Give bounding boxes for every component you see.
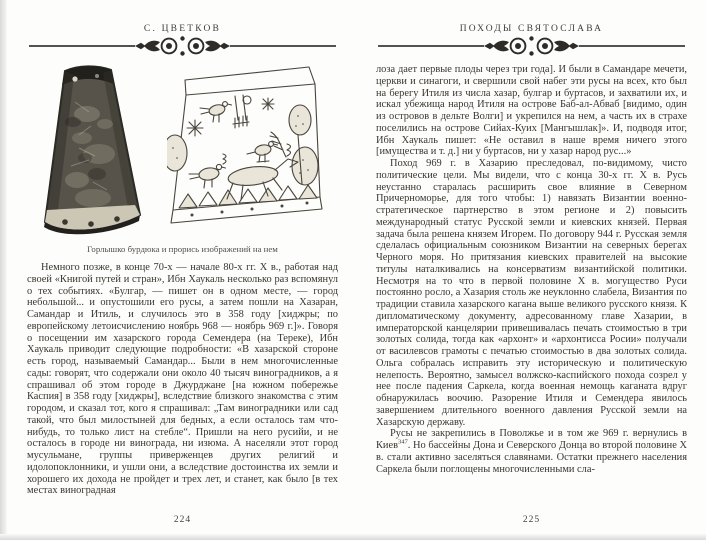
header-ornament-left bbox=[27, 35, 338, 57]
page-number-left: 224 bbox=[173, 515, 192, 525]
figure-caption: Горлышко бурдюка и прорись изображений на нем bbox=[87, 244, 278, 254]
book-spread bbox=[8, 0, 706, 540]
header-ornament-right bbox=[376, 35, 687, 57]
paragraph-text-before-footnote: Русы не закрепились в Поволжье и в том же 969 г. вернулись в Киев bbox=[376, 428, 687, 451]
footnote-marker: 347 bbox=[398, 438, 408, 446]
bottleneck-drawing-figure bbox=[167, 58, 331, 238]
right-running-head: ПОХОДЫ СВЯТОСЛАВА bbox=[459, 24, 604, 34]
scan-edge-left bbox=[0, 0, 7, 540]
body-paragraph: лоза дает первые плоды через три года]. И были в Самандаре мечети, церкви и синагоги, и свершили свой набег эти русы на всех, кто был на берегу Итиля из числа хазар, булгар и буртасов, и захватили их, и искал убежища народ Итиля на острове Баб-ал-Абваб [видимо, один из островов в дельте Волги] и укрепился на нем, а часть их в страхе поселились на острове Сийах-Куих [Мангышлак]». И, подводя итог, Ибн Хаукаль пишет: «Не оставил в наше время ничего этого [имущества и т. д.] ни у буртасов, ни у хазар народ рус...» bbox=[376, 64, 687, 158]
right-page bbox=[357, 0, 706, 540]
page-number-right: 225 bbox=[522, 515, 541, 525]
ornament-band-icon bbox=[27, 35, 338, 57]
body-paragraph: Немного позже, в конце 70-х — начале 80-х гг. X в., работая над своей «Книгой путей и стран», Ибн Хаукаль несколько раз вспомянул о тех событиях. «Булгар, — пишет он в одном месте, — город небольшой... и опустошили его русы, а затем пошли на Хазаран, Самандар и Итиль, и случилось это в 358 году [хиджры; по европейскому летоисчислению ноябрь 968 — ноябрь 969 г.]». Говоря о посещении им хазарского города Семендера (на Тереке), Ибн Хаукаль приводит следующие подробности: «В хазарской стороне есть город, называемый Самандар... Были в нем многочисленные сады: говорят, что содержали они около 40 тысяч виноградников, а я спрашивал об этом городе в Джурджане [на южном побережье Каспия] в 358 году [хиджры], вследствие близкого знакомства с этим городом, и сказал тот, кого я спрашивал: „Там виноградники или сад такой, что был милостыней для бедных, а если осталось там что-нибудь, то только лист на стебле“. Пришли на него русийи, и не осталось в городе ни винограда, ни изюма. А населяли этот город мусульмане, группы приверженцев других религий и идолопоклонники, и ушли они, а вследствие достоинства их земли и хорошего их дохода не пройдет и трех лет, и станет, как было [в тех местах виноградная bbox=[27, 262, 338, 497]
body-paragraph bbox=[376, 428, 687, 475]
paragraph-text-after-footnote: . Но бассейны Дона и Северского Донца во второй половине X в. стали активно заселяться славянами. Остатки прежнего населения Саркела были поглощены многочисленными сла- bbox=[376, 440, 687, 475]
left-page bbox=[8, 0, 357, 540]
left-running-head: С. ЦВЕТКОВ bbox=[143, 24, 222, 34]
ornament-band-icon bbox=[376, 35, 687, 57]
figure-row bbox=[27, 60, 338, 238]
body-paragraph: Поход 969 г. в Хазарию преследовал, по-видимому, чисто политические цели. Мы видели, что с конца 30-х гг. X в. Русь неустанно старалась расширить свое влияние в Северном Причерноморье, для того чтобы: 1) навязать Византии военно-стратегическое партнерство в этом регионе и 2) повысить международный статус Русской земли и киевских князей. Первая задача была решена князем Игорем. По договору 944 г. Русская земля сделалась официальным союзником Византии на северных берегах Черного моря. Но притязания киевских правителей на высокие титулы наталкивались на консерватизм византийской политики. Несмотря на то что в первой половине X в. могущество Руси постоянно росло, а Хазария столь же неуклонно слабела, Византия по традиции ставила хазарского кагана выше великого русского князя. К дипломатическому документу, адресованному главе Хазарии, в императорской канцелярии привешивалась печать стоимостью в три золотых солида, тогда как «архонт» и «архонтисса Росии» получали от василевсов грамоты с печатью стоимостью в два золотых солида. Ольга собралась исправить эту историческую и политическую нелепость. Вероятно, замысел волжско-каспийского похода созрел у нее после падения Саркела, когда военная немощь каганата вдруг обнаружилась воочию. Разорение Итиля и Семендера явилось завершением длительного военного давления Русской земли на Хазарскую державу. bbox=[376, 158, 687, 428]
bottleneck-photo-figure bbox=[35, 62, 151, 238]
